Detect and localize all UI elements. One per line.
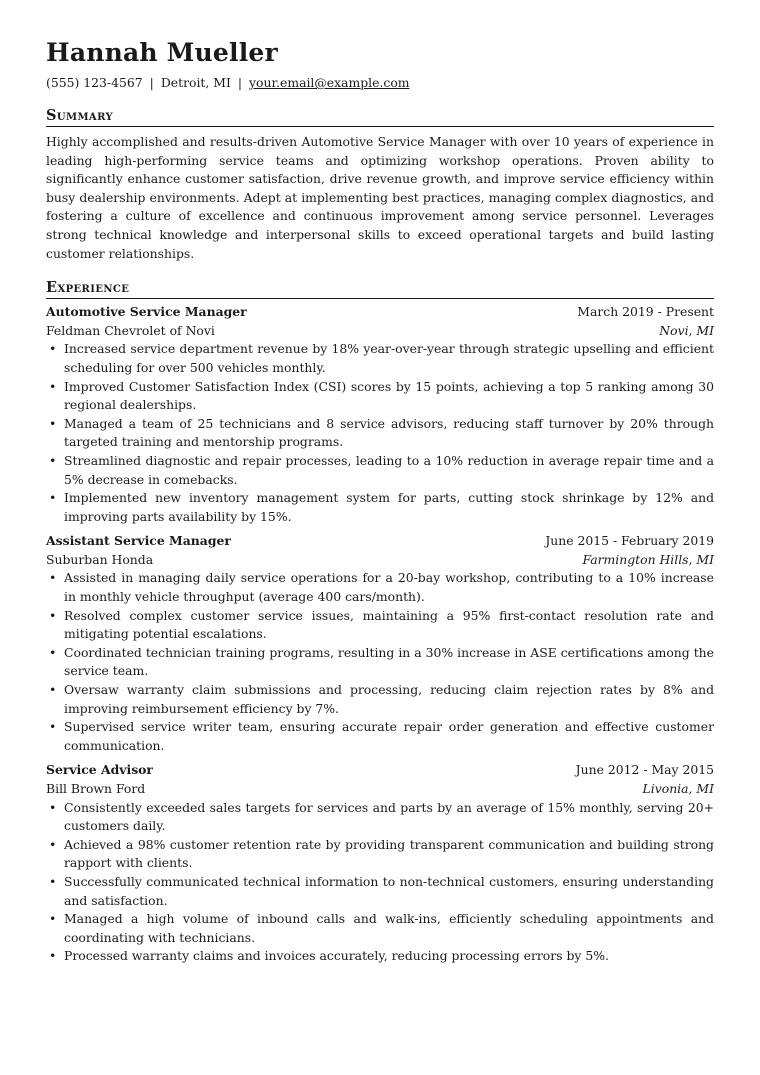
bullet-text: Consistently exceeded sales targets for services and parts by an average of 15% monthly, serving 20+ customers daily. xyxy=(64,799,714,834)
bullet-icon: • xyxy=(49,378,57,394)
bullet-text: Supervised service writer team, ensuring accurate repair order generation and effective customer communication. xyxy=(64,719,714,753)
separator: | xyxy=(237,75,243,90)
job-title: Service Advisor xyxy=(46,762,153,778)
bullet-text: Coordinated technician training programs, resulting in a 30% increase in ASE certifications among the service team. xyxy=(64,644,714,679)
bullet-icon: • xyxy=(49,799,57,815)
job-entry xyxy=(46,761,714,966)
job-location: Livonia, MI xyxy=(642,781,714,796)
bullet-text: Implemented new inventory management system for parts, cutting stock shrinkage by 12% and improving parts availability by 15%. xyxy=(64,490,714,524)
bullet-icon: • xyxy=(49,570,57,586)
job-bullets xyxy=(46,569,714,755)
bullet-icon: • xyxy=(49,644,57,660)
bullet-item xyxy=(46,836,714,873)
job-header xyxy=(46,303,714,322)
job-dates: June 2012 - May 2015 xyxy=(575,762,714,778)
job-location: Novi, MI xyxy=(659,322,714,338)
bullet-item xyxy=(46,452,714,489)
job-dates: March 2019 - Present xyxy=(577,304,714,320)
bullet-item xyxy=(46,340,714,377)
job-bullets xyxy=(46,799,714,966)
bullet-icon: • xyxy=(49,490,57,506)
bullet-text: Improved Customer Satisfaction Index (CSI) scores by 15 points, achieving a top 5 ranking among 30 regional dealerships. xyxy=(64,378,714,413)
bullet-item xyxy=(46,644,714,681)
bullet-item xyxy=(46,378,714,415)
job-subheader xyxy=(46,322,714,341)
bullet-item xyxy=(46,607,714,644)
job-header xyxy=(46,761,714,780)
summary-heading: Summary xyxy=(46,107,714,127)
bullet-icon: • xyxy=(49,948,57,964)
bullet-text: Oversaw warranty claim submissions and processing, reducing claim rejection rates by 8% and improving reimbursement efficiency by 7%. xyxy=(64,682,714,716)
bullet-icon: • xyxy=(49,719,57,735)
location: Detroit, MI xyxy=(160,75,231,90)
bullet-icon: • xyxy=(49,341,57,357)
job-bullets xyxy=(46,340,714,526)
bullet-text: Managed a high volume of inbound calls and walk-ins, efficiently scheduling appointments and coordinating with technicians. xyxy=(64,911,714,945)
summary-text: Highly accomplished and results-driven Automotive Service Manager with over 10 years of experience in leading high-performing service teams and optimizing workshop operations. Proven ability to significantly enhance customer satisfaction, drive revenue growth, and improve service efficiency within busy dealership environments. Adept at implementing best practices, managing complex diagnostics, and fostering a culture of excellence and continuous improvement among service personnel. Leverages strong technical knowledge and interpersonal skills to exceed operational targets and build lasting customer relationships. xyxy=(46,134,714,261)
contact-line xyxy=(46,75,714,91)
bullet-item xyxy=(46,718,714,755)
bullet-item xyxy=(46,681,714,718)
company-name: Suburban Honda xyxy=(46,551,154,567)
bullet-text: Processed warranty claims and invoices accurately, reducing processing errors by 5%. xyxy=(64,948,609,964)
bullet-text: Resolved complex customer service issues, maintaining a 95% first-contact resolution rate and mitigating potential escalations. xyxy=(64,607,714,642)
job-title: Assistant Service Manager xyxy=(46,533,231,549)
bullet-icon: • xyxy=(49,911,57,927)
bullet-item xyxy=(46,947,714,966)
job-entry xyxy=(46,532,714,755)
bullet-text: Achieved a 98% customer retention rate by providing transparent communication and building strong rapport with clients. xyxy=(64,836,714,871)
bullet-icon: • xyxy=(49,452,57,468)
bullet-item xyxy=(46,489,714,526)
bullet-icon: • xyxy=(49,873,57,889)
bullet-text: Managed a team of 25 technicians and 8 service advisors, reducing staff turnover by 20% through targeted training and mentorship programs. xyxy=(64,415,714,450)
bullet-icon: • xyxy=(49,836,57,852)
candidate-name: Hannah Mueller xyxy=(46,38,278,67)
job-title: Automotive Service Manager xyxy=(46,304,247,320)
separator: | xyxy=(149,75,154,90)
job-location: Farmington Hills, MI xyxy=(582,551,714,567)
bullet-icon: • xyxy=(49,607,57,623)
bullet-item xyxy=(46,910,714,947)
phone-number: (555) 123-4567 xyxy=(46,75,143,90)
job-entry xyxy=(46,303,714,526)
experience-heading: Experience xyxy=(46,279,714,299)
job-dates: June 2015 - February 2019 xyxy=(545,533,714,549)
bullet-text: Successfully communicated technical information to non-technical customers, ensuring understanding and satisfaction. xyxy=(64,873,714,908)
bullet-text: Increased service department revenue by 18% year-over-year through strategic upselling and efficient scheduling for over 500 vehicles monthly. xyxy=(64,341,714,375)
bullet-text: Assisted in managing daily service operations for a 20-bay workshop, contributing to a 10% increase in monthly vehicle throughput (average 400 cars/month). xyxy=(64,570,714,605)
job-subheader xyxy=(46,780,714,799)
bullet-item xyxy=(46,569,714,606)
bullet-icon: • xyxy=(49,682,57,698)
job-header xyxy=(46,532,714,551)
bullet-item xyxy=(46,873,714,910)
email-link[interactable]: your.email@example.com xyxy=(249,75,410,90)
bullet-item xyxy=(46,799,714,836)
bullet-item xyxy=(46,415,714,452)
bullet-icon: • xyxy=(49,415,57,431)
job-subheader xyxy=(46,551,714,570)
company-name: Bill Brown Ford xyxy=(46,781,146,796)
bullet-text: Streamlined diagnostic and repair processes, leading to a 10% reduction in average repair time and a 5% decrease in comebacks. xyxy=(64,452,714,487)
company-name: Feldman Chevrolet of Novi xyxy=(46,322,215,338)
